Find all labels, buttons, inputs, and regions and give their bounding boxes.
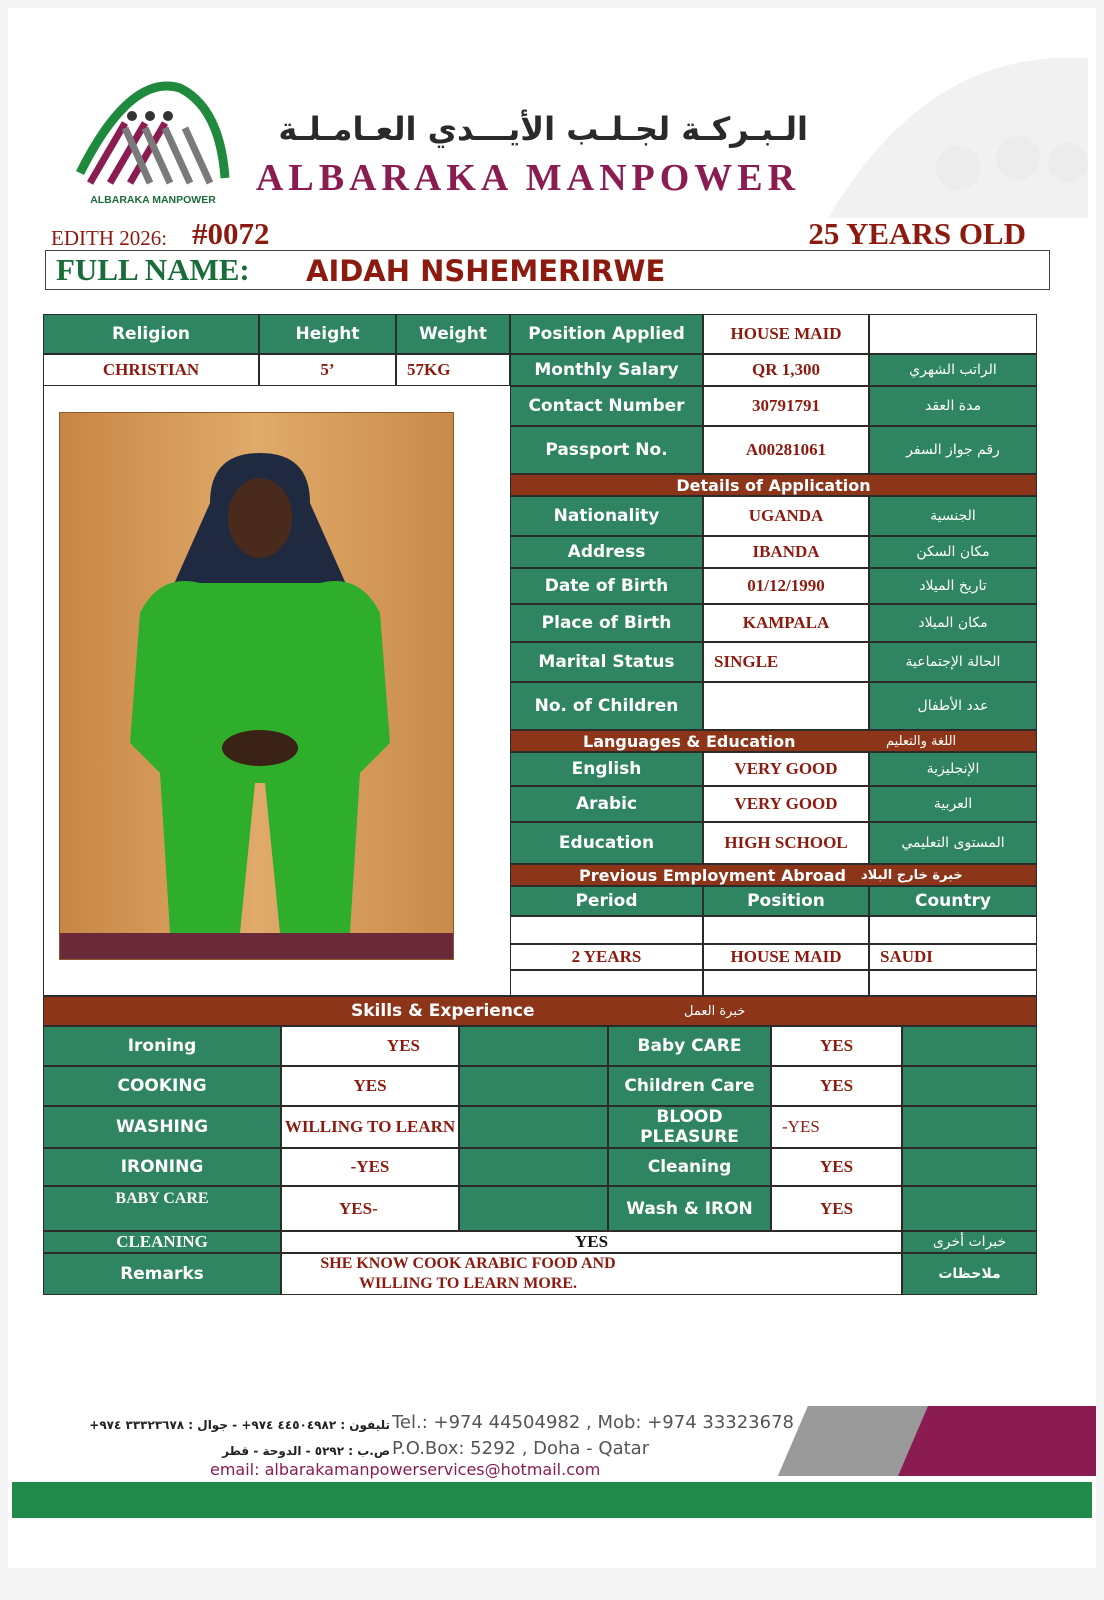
remarks-value: SHE KNOW COOK ARABIC FOOD AND WILLING TO LEARN MORE. xyxy=(320,1255,616,1292)
skills-title-en: Skills & Experience xyxy=(351,1001,535,1021)
logo-caption: ALBARAKA MANPOWER xyxy=(90,194,216,206)
skill-label: WASHING xyxy=(43,1106,281,1148)
skill-label: Ironing xyxy=(43,1026,281,1066)
skill-label: COOKING xyxy=(43,1066,281,1106)
skill-label: Cleaning xyxy=(608,1148,771,1186)
company-name-english: ALBARAKA MANPOWER xyxy=(255,157,801,199)
full-name-label: FULL NAME: xyxy=(56,252,250,287)
skill-label: Baby CARE xyxy=(608,1026,771,1066)
skill-label: BLOOD PLEASURE xyxy=(608,1106,771,1148)
employment-blank-row xyxy=(869,970,1037,996)
row-label: Nationality xyxy=(510,496,703,536)
row-value: SINGLE xyxy=(703,642,869,682)
row-arabic-label: عدد الأطفال xyxy=(869,682,1037,730)
employment-blank-row xyxy=(869,916,1037,944)
languages-title-en: Languages & Education xyxy=(583,731,796,751)
skill-value: YES xyxy=(771,1148,902,1186)
footer-tel-ar: تليفون : ٤٤٥٠٤٩٨٢ ٩٧٤+ - جوال : ٣٣٣٢٣٦٧٨ ٩٧٤+ xyxy=(89,1418,390,1432)
row-value: 30791791 xyxy=(703,386,869,426)
row-arabic-label: الحالة الإجتماعية xyxy=(869,642,1037,682)
employment-period: 2 YEARS xyxy=(510,944,703,970)
row-label: Education xyxy=(510,822,703,864)
skill-value: WILLING TO LEARN xyxy=(281,1106,459,1148)
row-label: Monthly Salary xyxy=(510,354,703,386)
skill-blank xyxy=(459,1148,608,1186)
employment-blank-row xyxy=(510,970,703,996)
skill-blank xyxy=(459,1106,608,1148)
skill-blank xyxy=(459,1026,608,1066)
company-name-arabic: الـبـركـة لجـلـب الأيـــدي العـامـلـة xyxy=(278,110,808,148)
row-value xyxy=(703,682,869,730)
skill-blank xyxy=(902,1106,1037,1148)
position-applied-blank xyxy=(869,314,1037,354)
footer-bar xyxy=(12,1482,1092,1518)
row-value: A00281061 xyxy=(703,426,869,474)
skill-value: YES xyxy=(771,1026,902,1066)
age-label: 25 YEARS OLD xyxy=(808,216,1026,251)
period-header: Period xyxy=(510,886,703,916)
remarks-label: Remarks xyxy=(43,1253,281,1295)
skill-blank xyxy=(902,1026,1037,1066)
skill-label: IRONING xyxy=(43,1148,281,1186)
employment-title-en: Previous Employment Abroad xyxy=(579,865,846,885)
employment-title xyxy=(510,864,1037,886)
skill-value: YES- xyxy=(281,1186,459,1231)
cleaning-ar: خبرات أخرى xyxy=(902,1231,1037,1253)
row-label: Arabic xyxy=(510,786,703,822)
skill-value: YES xyxy=(281,1066,459,1106)
weight-header: Weight xyxy=(396,314,510,354)
footer-pobox: P.O.Box: 5292 , Doha - Qatar xyxy=(392,1438,650,1459)
row-arabic-label: الإنجليزية xyxy=(869,752,1037,786)
skill-value: YES xyxy=(771,1066,902,1106)
cv-sheet xyxy=(8,8,1096,1568)
skills-title xyxy=(43,996,1037,1026)
remarks-ar: ملاحظات xyxy=(902,1253,1037,1295)
skill-value: -YES xyxy=(771,1106,902,1148)
row-value: UGANDA xyxy=(703,496,869,536)
cleaning-value: YES xyxy=(281,1231,902,1253)
employment-title-ar: خبرة خارج البلاد xyxy=(861,867,963,883)
skill-blank xyxy=(902,1066,1037,1106)
row-label: Address xyxy=(510,536,703,568)
skill-label: Wash & IRON xyxy=(608,1186,771,1231)
skill-label: BABY CARE xyxy=(43,1186,281,1231)
row-arabic-label: المستوى التعليمي xyxy=(869,822,1037,864)
row-label: Place of Birth xyxy=(510,604,703,642)
row-label: Contact Number xyxy=(510,386,703,426)
row-arabic-label: مكان السكن xyxy=(869,536,1037,568)
cleaning-label: CLEANING xyxy=(43,1231,281,1253)
row-label: Marital Status xyxy=(510,642,703,682)
albaraka-logo xyxy=(70,78,230,203)
row-arabic-label: العربية xyxy=(869,786,1037,822)
row-label: No. of Children xyxy=(510,682,703,730)
skill-blank xyxy=(459,1066,608,1106)
skill-value: -YES xyxy=(281,1148,459,1186)
skills-title-ar: خبرة العمل xyxy=(684,1003,746,1019)
employment-blank-row xyxy=(703,916,869,944)
row-value: HIGH SCHOOL xyxy=(703,822,869,864)
row-value: IBANDA xyxy=(703,536,869,568)
row-label: Passport No. xyxy=(510,426,703,474)
employment-position: HOUSE MAID xyxy=(703,944,869,970)
position-applied-value: HOUSE MAID xyxy=(703,314,869,354)
religion-header: Religion xyxy=(43,314,259,354)
footer-decoration xyxy=(778,1406,1096,1476)
employment-country: SAUDI xyxy=(869,944,1037,970)
row-value: QR 1,300 xyxy=(703,354,869,386)
row-arabic-label: مدة العقد xyxy=(869,386,1037,426)
edition-label: EDITH 2026: xyxy=(51,226,168,250)
row-value: 01/12/1990 xyxy=(703,568,869,604)
row-arabic-label: رقم جواز السفر xyxy=(869,426,1037,474)
footer-tel: Tel.: +974 44504982 , Mob: +974 33323678 xyxy=(392,1412,794,1433)
row-value: VERY GOOD xyxy=(703,786,869,822)
skill-value: YES xyxy=(771,1186,902,1231)
full-name-value: AIDAH NSHEMERIRWE xyxy=(306,254,666,288)
row-arabic-label: تاريخ الميلاد xyxy=(869,568,1037,604)
languages-title xyxy=(510,730,1037,752)
remarks-cell xyxy=(281,1253,902,1295)
row-arabic-label: مكان الميلاد xyxy=(869,604,1037,642)
row-value: KAMPALA xyxy=(703,604,869,642)
skill-label: Children Care xyxy=(608,1066,771,1106)
skill-value: YES xyxy=(281,1026,459,1066)
country-header: Country xyxy=(869,886,1037,916)
employment-blank-row xyxy=(510,916,703,944)
watermark-logo xyxy=(808,38,1098,228)
position-header: Position xyxy=(703,886,869,916)
skill-blank xyxy=(459,1186,608,1231)
row-value: VERY GOOD xyxy=(703,752,869,786)
footer-email: email: albarakamanpowerservices@hotmail.com xyxy=(210,1460,601,1479)
candidate-photo xyxy=(59,412,454,960)
height-value: 5’ xyxy=(259,354,396,386)
footer-pobox-ar: ص.ب : ٥٢٩٢ - الدوحة - قطر xyxy=(222,1444,390,1458)
row-label: English xyxy=(510,752,703,786)
weight-value: 57KG xyxy=(396,354,510,386)
religion-value: CHRISTIAN xyxy=(43,354,259,386)
skill-blank xyxy=(902,1148,1037,1186)
skill-blank xyxy=(902,1186,1037,1231)
details-title: Details of Application xyxy=(510,474,1037,496)
row-label: Date of Birth xyxy=(510,568,703,604)
employment-blank-row xyxy=(703,970,869,996)
position-applied-label: Position Applied xyxy=(510,314,703,354)
row-arabic-label: الجنسية xyxy=(869,496,1037,536)
height-header: Height xyxy=(259,314,396,354)
reference-number: #0072 xyxy=(192,216,270,251)
row-arabic-label: الراتب الشهري xyxy=(869,354,1037,386)
languages-title-ar: اللغة والتعليم xyxy=(886,733,957,749)
